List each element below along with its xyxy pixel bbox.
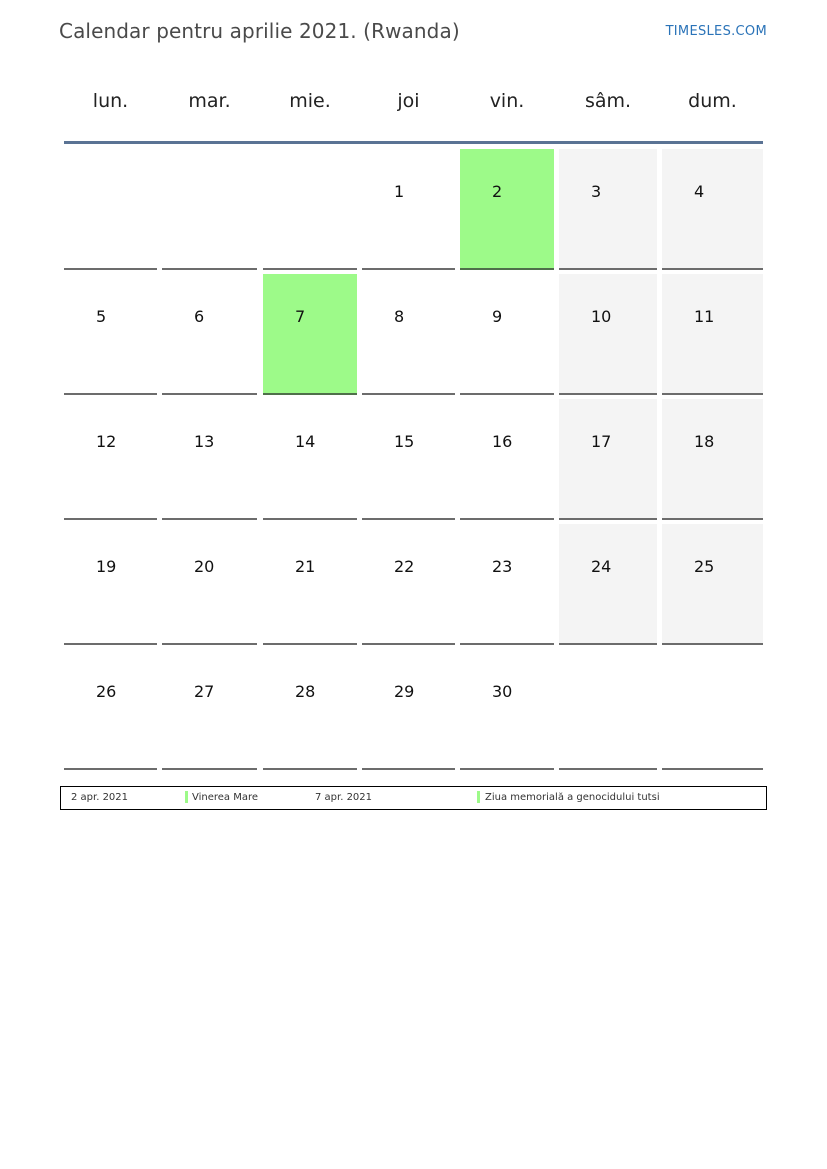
weekday-label: mie. — [289, 90, 331, 112]
day-cell — [162, 274, 257, 395]
day-number: 16 — [492, 432, 513, 451]
day-cell — [460, 274, 554, 395]
weekday-label: mar. — [188, 90, 231, 112]
cell-underline — [460, 643, 554, 645]
day-cell — [460, 649, 554, 770]
day-cell — [64, 399, 157, 520]
cell-underline — [263, 518, 357, 520]
day-cell — [662, 399, 763, 520]
day-cell — [662, 524, 763, 645]
cell-underline — [162, 268, 257, 270]
cell-underline — [64, 393, 157, 395]
day-cell — [362, 149, 455, 270]
day-cell — [263, 274, 357, 395]
cell-underline — [662, 393, 763, 395]
weekday-header-row — [64, 80, 763, 128]
legend-date: 2 apr. 2021 — [71, 792, 129, 803]
day-number: 11 — [694, 307, 715, 326]
day-number: 17 — [591, 432, 612, 451]
day-cell — [263, 524, 357, 645]
cell-underline — [460, 768, 554, 770]
cell-underline — [362, 643, 455, 645]
cell-underline — [362, 518, 455, 520]
day-cell — [162, 649, 257, 770]
day-number: 22 — [394, 557, 415, 576]
day-number: 10 — [591, 307, 612, 326]
day-cell — [460, 149, 554, 270]
day-cell — [362, 399, 455, 520]
day-number: 4 — [694, 182, 705, 201]
cell-underline — [64, 768, 157, 770]
day-cell — [362, 649, 455, 770]
cell-underline — [662, 643, 763, 645]
day-number: 3 — [591, 182, 602, 201]
cell-underline — [559, 768, 657, 770]
day-number: 5 — [96, 307, 107, 326]
cell-underline — [362, 268, 455, 270]
day-cell — [559, 649, 657, 770]
day-cell — [64, 149, 157, 270]
day-cell — [559, 524, 657, 645]
day-number: 8 — [394, 307, 405, 326]
cell-underline — [559, 643, 657, 645]
day-cell — [362, 524, 455, 645]
day-number: 26 — [96, 682, 117, 701]
cell-underline — [162, 643, 257, 645]
cell-underline — [263, 268, 357, 270]
day-cell — [559, 149, 657, 270]
day-number: 24 — [591, 557, 612, 576]
holiday-color-marker — [185, 791, 188, 803]
day-number: 19 — [96, 557, 117, 576]
day-cell — [263, 399, 357, 520]
day-cell — [559, 399, 657, 520]
cell-underline — [162, 768, 257, 770]
day-cell — [362, 274, 455, 395]
day-number: 27 — [194, 682, 215, 701]
cell-underline — [162, 393, 257, 395]
holiday-legend — [60, 786, 767, 810]
header-divider — [64, 141, 763, 144]
cell-underline — [64, 643, 157, 645]
day-number: 21 — [295, 557, 316, 576]
cell-underline — [263, 643, 357, 645]
weekday-label: joi — [397, 90, 420, 112]
day-cell — [460, 399, 554, 520]
cell-underline — [64, 518, 157, 520]
day-cell — [263, 149, 357, 270]
day-number: 30 — [492, 682, 513, 701]
weekday-label: dum. — [688, 90, 737, 112]
day-cell — [162, 149, 257, 270]
day-number: 12 — [96, 432, 117, 451]
day-cell — [162, 399, 257, 520]
day-cell — [662, 274, 763, 395]
holiday-color-marker — [477, 791, 480, 803]
day-number: 9 — [492, 307, 503, 326]
day-number: 7 — [295, 307, 306, 326]
weekday-label: sâm. — [584, 90, 632, 112]
day-cell — [64, 274, 157, 395]
legend-date: 7 apr. 2021 — [315, 792, 373, 803]
day-number: 14 — [295, 432, 316, 451]
day-cell — [162, 524, 257, 645]
cell-underline — [362, 393, 455, 395]
cell-underline — [64, 268, 157, 270]
day-cell — [64, 649, 157, 770]
cell-underline — [263, 393, 357, 395]
cell-underline — [559, 518, 657, 520]
site-link[interactable]: TIMESLES.COM — [665, 24, 767, 39]
day-number: 25 — [694, 557, 715, 576]
day-cell — [662, 649, 763, 770]
legend-holiday-name: Vinerea Mare — [192, 792, 259, 803]
day-cell — [263, 649, 357, 770]
page-title: Calendar pentru aprilie 2021. (Rwanda) — [59, 19, 460, 43]
cell-underline — [362, 768, 455, 770]
weekday-label: lun. — [92, 90, 129, 112]
cell-underline — [559, 393, 657, 395]
day-number: 2 — [492, 182, 503, 201]
day-cell — [64, 524, 157, 645]
day-number: 15 — [394, 432, 415, 451]
weekday-label: vin. — [489, 90, 525, 112]
cell-underline — [460, 393, 554, 395]
day-cell — [662, 149, 763, 270]
cell-underline — [662, 268, 763, 270]
cell-underline — [559, 268, 657, 270]
day-number: 1 — [394, 182, 405, 201]
day-number: 28 — [295, 682, 316, 701]
day-number: 23 — [492, 557, 513, 576]
day-number: 18 — [694, 432, 715, 451]
cell-underline — [263, 768, 357, 770]
legend-holiday-name: Ziua memorială a genocidului tutsi — [485, 792, 660, 803]
cell-underline — [162, 518, 257, 520]
cell-underline — [460, 518, 554, 520]
cell-underline — [662, 768, 763, 770]
day-cell — [559, 274, 657, 395]
day-number: 6 — [194, 307, 205, 326]
cell-underline — [460, 268, 554, 270]
cell-underline — [662, 518, 763, 520]
day-number: 13 — [194, 432, 215, 451]
day-number: 20 — [194, 557, 215, 576]
day-number: 29 — [394, 682, 415, 701]
day-cell — [460, 524, 554, 645]
